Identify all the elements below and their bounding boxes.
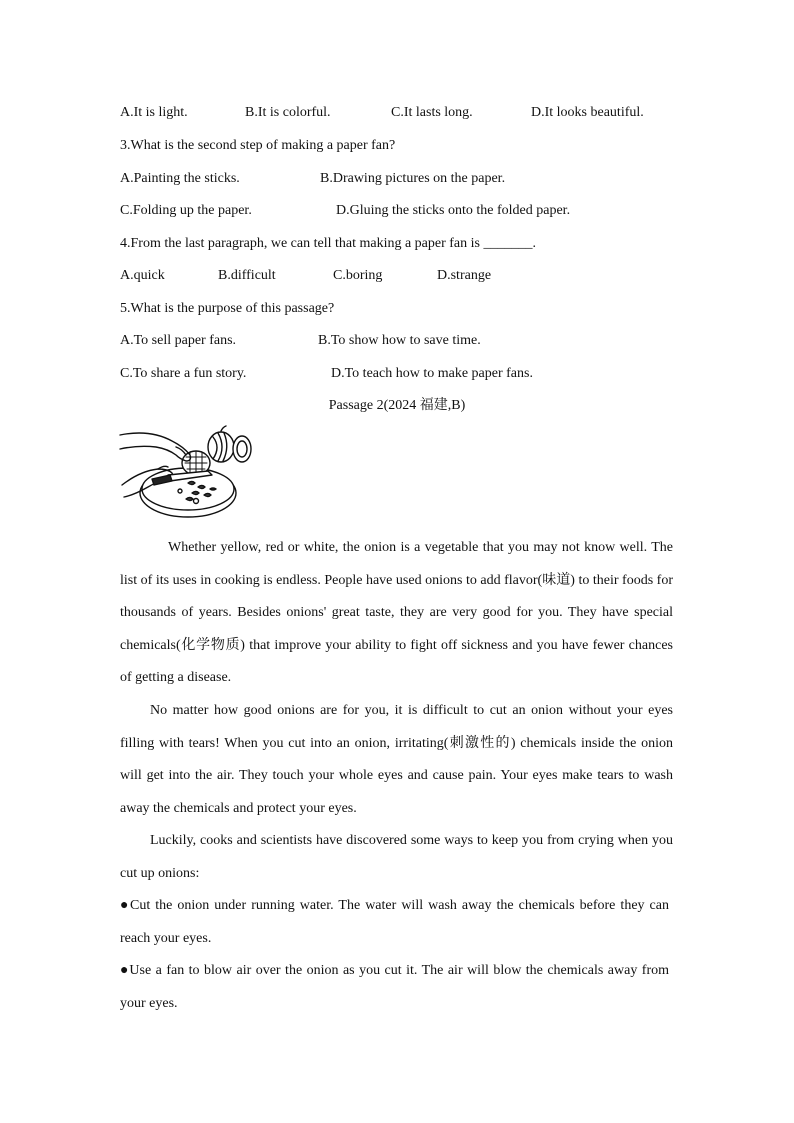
- passage-title: Passage 2(2024 福建,B): [328, 398, 466, 413]
- passage-paragraph-1: [120, 532, 673, 695]
- q3-option-c: C.Folding up the paper.: [120, 203, 252, 218]
- q4-option-a: A.quick: [120, 268, 165, 283]
- bullet-tip-1: [120, 890, 669, 955]
- q4-option-b: B.difficult: [218, 268, 276, 283]
- q5-option-b: B.To show how to save time.: [318, 333, 481, 348]
- passage-paragraph-2: [120, 695, 673, 825]
- onion-cutting-illustration: [118, 425, 258, 525]
- bullet-tip-2: [120, 955, 669, 1020]
- q4-option-d: D.strange: [437, 268, 492, 283]
- q3-option-d: D.Gluing the sticks onto the folded paper.: [336, 203, 571, 218]
- q5-option-a: A.To sell paper fans.: [120, 333, 237, 348]
- q2-option-d: D.It looks beautiful.: [531, 105, 644, 120]
- q2-option-a: A.It is light.: [120, 105, 188, 120]
- q3-option-a: A.Painting the sticks.: [120, 171, 240, 186]
- bullet-tip-1-text: ●Cut the onion under running water. The water will wash away the chemicals before they can reach your eyes.: [120, 898, 669, 946]
- q2-option-c: C.It lasts long.: [391, 105, 473, 120]
- passage-paragraph-3: [120, 825, 673, 890]
- q5-option-c: C.To share a fun story.: [120, 366, 247, 381]
- q4-stem: 4.From the last paragraph, we can tell that making a paper fan is _______.: [120, 236, 536, 251]
- q3-stem: 3.What is the second step of making a paper fan?: [120, 138, 396, 153]
- paragraph-3-text: Luckily, cooks and scientists have discovered some ways to keep you from crying when you cut up onions:: [120, 833, 673, 881]
- q5-stem: 5.What is the purpose of this passage?: [120, 301, 335, 316]
- q4-option-c: C.boring: [333, 268, 383, 283]
- bullet-tip-2-text: ●Use a fan to blow air over the onion as you cut it. The air will blow the chemicals away from your eyes.: [120, 963, 669, 1011]
- q5-option-d: D.To teach how to make paper fans.: [331, 366, 533, 381]
- paragraph-1-text: Whether yellow, red or white, the onion is a vegetable that you may not know well. The list of its uses in cooking is endless. People have used onions to add flavor(味道) to their foods for thousands of years. Besides onions' great taste, they are very good for you. They have special chemicals(化学物质) that improve your ability to fight off sickness and you have fewer chances of getting a disease.: [120, 540, 673, 686]
- q3-option-b: B.Drawing pictures on the paper.: [320, 171, 506, 186]
- q2-option-b: B.It is colorful.: [245, 105, 331, 120]
- paragraph-2-text: No matter how good onions are for you, it is difficult to cut an onion without your eyes filling with tears! When you cut into an onion, irritating(刺激性的) chemicals inside the onion will get into the air. They touch your whole eyes and cause pain. Your eyes make tears to wash away the chemicals and protect your eyes.: [120, 703, 673, 816]
